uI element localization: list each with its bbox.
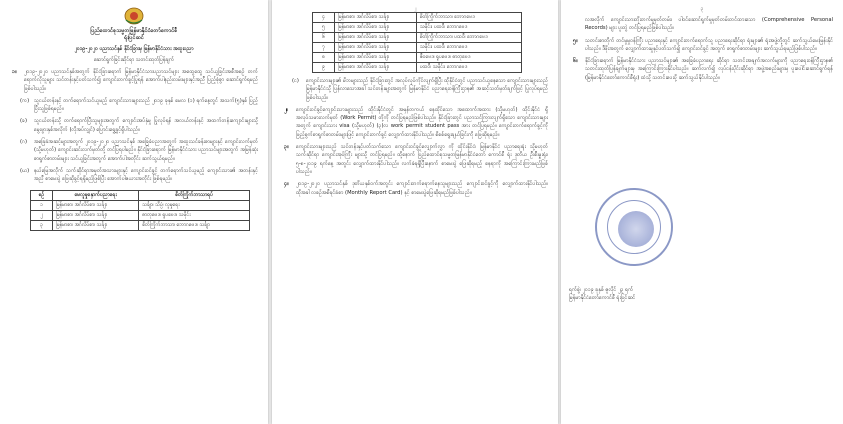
paragraph-text: ၂၀၁၉-၂၀၂၀ ပညာသင်နှစ် ဒုတိယနှစ်ဝက်အတွင်း ကျောင်းတက်ရောက်နေသူများသည် ကျောင်းဝင်ခွင့်ကို လျှောက်ထားနိုင်ပါသည်။ ထိုအခါ လစဉ်အစီရင်ခံစာ (Monthly Report Card) နှင့် စာမေးပွဲဖြေဆိုရမည်ဖြစ်ပါသည်။ [296, 181, 548, 196]
subjects-table-1 [30, 190, 250, 231]
paragraph-text: သူငယ်တန်းသို့ တက်ရောက်ပြီးသူများအတွက် ကျောင်းအပ်နှံမှု ပြုလုပ်ရန် အလယ်တန်းနှင့် အထက်တန်းကျောင်းများသို့ မွေးဖွားနှစ်အလိုက် (လိုအပ်လျှင်) ပြောင်းရွှေ့ခွင့်ရှိပါသည်။ [34, 118, 258, 133]
paragraph-number: (ဂ) [20, 139, 28, 146]
paragraph-4-continued: လအလိုက် ကျောင်းသားတိုးတက်မှုမှတ်တမ်း၊ ပါဝင်ဆောင်ရွက်မှုမှတ်တမ်းတင်ထားသော (Comprehensive Personal Records) များ ပူးတွဲ တင်ပြရမည်ဖြစ်ပါသည်။ [585, 17, 833, 32]
table-cell: ၆ [313, 33, 335, 43]
signature-block [569, 286, 719, 302]
table-cell: ဓာတုဗေဒ၊ ရူပဗေဒ၊ သမိုင်း [139, 210, 250, 220]
paragraph-1-gh [10, 167, 258, 184]
paragraph-5 [571, 37, 833, 54]
signature-office: မြန်မာနိုင်ငံတော်ကောင်စီ ရုံးပြင်ဆင် [569, 295, 636, 301]
table-cell: ဇီဝဗေဒ၊ ရူပဗေဒ၊ ဓာတုဗေဒ [416, 53, 521, 63]
document-subtitle-1: ၂၀၁၉-၂၀၂၀ ပညာသင်နှစ် နိုင်ငံခြားမှ မြန်မာနိုင်ငံသား အထူးပညာ [74, 46, 194, 52]
paragraph-text: နိုင်ငံခြားရောက် မြန်မာနိုင်ငံသား ပညာသင်များ၏ အခြေခံပညာရေး ဆိုင်ရာ သတင်းအချက်အလက်များကို ပညာရေးဝန်ကြီးဌာန၏ သတင်းထုတ်ပြန်ချက်များမှ အကြောင်းကြားနိုင်ပါသည်။ ဆက်လက်၍ လုပ်ငန်းပိုင်းဆိုင်ရာ အဖွဲ့အစည်းများမှ ပူးပေါင်းဆောင်ရွက်ရန် (မြန်မာနိုင်ငံတော်ကောင်စီရုံး) ထံသို့ သတင်းပေးပို့ ဆက်သွယ်နိုင်ပါသည်။ [585, 58, 833, 81]
table-cell: စိတ်ကြိုက်ဘာသာ၊ ပထဝီ၊ ဘောဂဗေဒ [416, 33, 521, 43]
table-row [313, 33, 522, 43]
paragraph-number: ၅။ [573, 37, 578, 44]
table-row [313, 43, 522, 53]
paragraph-4 [282, 180, 548, 197]
paragraph-number: (က) [20, 97, 30, 104]
table-header-cell: စိတ်ကြိုက်ဘာသာရပ် [139, 190, 250, 200]
paragraph-1-k [10, 97, 258, 114]
document-page-2 [272, 0, 558, 424]
table-cell: ၅ [313, 23, 335, 33]
paragraph-text: အခြေခံအဆင့်များအတွက် ၂၀၁၉-၂၀၂၀ ပညာသင်နှစ် အခြေခံပညာအတွက် အထူးသင်ခန်းစာများနှင့် ကျောင်းလက်မှတ် (သို့မဟုတ်) ကျောင်းဆင်းလက်မှတ်တို့ တင်ပြရပါမည်။ နိုင်ငံခြားရောက် မြန်မာနိုင်ငံသား ပညာသင်များအတွက် အမြန်ဆုံးစာရွက်စာတမ်းများ သင်ယူခြင်းအတွက် အောက်ပါအတိုင်း ဆက်သွယ်ရမည်။ [34, 139, 258, 162]
table-cell: မြန်မာစာ၊ အင်္ဂလိပ်စာ၊ သင်္ချာ [53, 200, 139, 210]
paragraph-text: သတင်းစာတိုက် တင်မှုမှုဝန်ကြီး ပညာရေးနှင့် ကျောင်းတက်ရောက်သူ ပညာရေးဆိုင်ရာ ရုံးများ၏ ရုံးအဖွဲ့တို့တွင် ဆက်သွယ်မေးမြန်းနိုင်ပါသည်။ ဒီဖိုးအတွက် လျှောက်ထားမှုနှင့်ပတ်သက်၍ ကျောင်းဝင်ခွင့် အတွက် စာရွက်စာတမ်းများ ဆက်သွယ်ရမည်ဖြစ်ပါသည်။ [585, 37, 833, 52]
state-seal-icon [123, 6, 145, 26]
table-cell: ၃ [31, 220, 53, 230]
table-cell: ၄ [313, 13, 335, 23]
paragraph-number: ၁။ [12, 69, 17, 75]
document-subtitle-2: ဆောင်ရွက်ခြင်းဆိုင်ရာ သတင်းထုတ်ပြန်ချက် [94, 57, 174, 63]
paragraph-1 [10, 68, 258, 93]
paragraph-text: ကျောင်းသားများ၏ မိဘများသည် နိုင်ငံခြားတွင် အလုပ်လုပ်ကိုင်လျက်ရှိပြီး ထိုနိုင်ငံတွင် ပညာသင်ယူနေသော ကျောင်းသားများသည် မြန်မာနိုင်ငံသို့ ပြန်လာသောအခါ သင်တန်းများအတွက် မြန်မာနိုင်ငံ ပညာရေးဝန်ကြီးဌာန၏ အဆင့်သတ်မှတ်ချက်ဖြင့် ပြုလုပ်ရမည်ဖြစ်ပါသည်။ [306, 78, 548, 101]
paragraph-text: ကျောင်းသားများသည် သင်တန်းနှင့်ပတ်သက်သော ကျောင်းဝင်ခွင့်လျှောက်လွှာ ကို ထိုင်းနိုင်ငံ၊ မြန်မာနိုင်ငံ ပညာရေးရုံး သို့မဟုတ် သက်ဆိုင်ရာ ကျောင်းအုပ်ကြီး များသို့ တင်ပြရမည်။ ထို့နောက် ပြည်ထောင်စုသမ္မတမြန်မာနိုင်ငံတော် ကောင်စီ ရုံး ဒုတိယ ဦးစီးမှူးရုံး၊ ၅-၈-၂၀၁၉ ရက်နေ့ အတွင်း လျှောက်ထားနိုင်ပါသည်။ လက်ခံရရှိပြီးနောက် စာမေးပွဲ ဖြေဆိုရမည့် နေရာကို အကြောင်းကြားမည်ဖြစ်ပါသည်။ [296, 144, 548, 175]
table-header-cell: မေလူမှုနှောက်ပညာရေး [53, 190, 139, 200]
table-row [31, 220, 250, 230]
paragraph-3 [282, 143, 548, 176]
table-row [313, 63, 522, 73]
paragraph-number: (ဃ) [20, 167, 30, 174]
official-stamp-icon [595, 188, 673, 266]
stamp-emblem [618, 211, 654, 247]
subjects-table-2 [312, 12, 522, 73]
paragraph-number: ၄။ [284, 181, 289, 188]
table-cell: မြန်မာစာ၊ အင်္ဂလိပ်စာ၊ သင်္ချာ [335, 13, 417, 23]
table-row [31, 200, 250, 210]
header-title: ပြည်ထောင်စုသမ္မတမြန်မာနိုင်ငံတော်ကောင်စီ [90, 28, 178, 34]
table-row [313, 13, 522, 23]
table-header-row [31, 190, 250, 200]
paragraph-1-g [10, 138, 258, 163]
paragraph-text: ၂၀၁၉-၂၀၂၀ ပညာသင်နှစ်အတွက် နိုင်ငံခြားရောက် မြန်မာနိုင်ငံသားပညာသင်များ အထွေထွေ သင်ယူခြင်းအစီအစဉ် တက်ရောက်လိုသူများ သင်တန်းနှင့်ပတ်သက်၍ ကျောင်းတက်ခွင့်ပြုရန် အောက်ပါနည်းလမ်းများနှင့်အညီ ပြည့်စုံစွာ ဆောင်ရွက်ရမည်ဖြစ်ပါသည်။ [24, 69, 258, 92]
table-cell: သမိုင်း၊ ပထဝီ၊ ဘောဂဗေဒ [416, 23, 521, 33]
header-office: ရုံးပြင်ဆင် [124, 35, 144, 41]
table-cell: မြန်မာစာ၊ အင်္ဂလိပ်စာ၊ သင်္ချာ [335, 53, 417, 63]
table-row [313, 23, 522, 33]
table-cell: ၈ [313, 53, 335, 63]
table-cell: မြန်မာစာ၊ အင်္ဂလိပ်စာ၊ သင်္ချာ [53, 210, 139, 220]
table-cell: မြန်မာစာ၊ အင်္ဂလိပ်စာ၊ သင်္ချာ [335, 23, 417, 33]
page-number: ၃ [700, 6, 704, 12]
table-row [313, 53, 522, 63]
table-cell: ၁ [31, 200, 53, 210]
table-cell: သမိုင်း၊ ပထဝီ၊ ဘောဂဗေဒ [416, 43, 521, 53]
table-cell: ၇ [313, 43, 335, 53]
paragraph-text: ကျောင်းဝင်ခွင့်ကျောင်းသားများသည် ထိုင်းနိုင်ငံတွင် အမှန်တကယ် နေထိုင်သော အထောက်အထား (သို့မဟုတ်) ထိုင်းနိုင်ငံ ရှိ အလုပ်သမားလက်မှတ် (Work Permit) တို့ကို တင်ပြရမည်ဖြစ်ပါသည်။ နိုင်ငံခြားတွင် ပညာသင်ကြားလျက်ရှိသော ကျောင်းသားများအတွက် ကျောင်းသား visa (သို့မဟုတ်) (၃)လ work permit student pass အား တင်ပြရမည်။ ကျောင်းတက်ရောက်ခွင့်ကို ဖြည့်စွက်စာရွက်စာတမ်းများဖြင့် ကျောင်းတက်ခွင့် လျှောက်ထားနိုင်ပါသည်။ စိစစ်ရွေးချယ်ခြင်းကို ဖြေဆိုရမည်။ [296, 106, 548, 138]
document-page-3 [561, 0, 843, 424]
paragraph-number: ၂။ [284, 106, 289, 113]
table-cell: စိတ်ကြိုက်ဘာသာ၊ ဘောဂဗေဒ၊ သင်္ချာ [139, 220, 250, 230]
signature-date: ရက်စွဲ၊ ၂၀၁၉ ခုနှစ် ဇူလိုင် ၂၃ ရက် [569, 287, 634, 293]
document-page-1 [0, 0, 268, 424]
paragraph-6 [571, 57, 833, 82]
paragraph-1-kh [10, 117, 258, 134]
table-header-cell: စဉ် [31, 190, 53, 200]
paragraph-number: (ခ) [20, 118, 27, 125]
table-cell: စိတ်ကြိုက်ဘာသာ၊ ဘောဂဗေဒ [416, 13, 521, 23]
paragraph-number: (င) [292, 78, 299, 84]
table-cell: ၉ [313, 63, 335, 73]
page-number: ၂ [413, 6, 417, 12]
paragraph-number: ၃။ [284, 144, 289, 151]
table-cell: သင်္ချာ၊ သိပ္ပံ၊ လူမှုရေး [139, 200, 250, 210]
table-cell: မြန်မာစာ၊ အင်္ဂလိပ်စာ၊ သင်္ချာ [53, 220, 139, 230]
table-row [31, 210, 250, 220]
table-cell: မြန်မာစာ၊ အင်္ဂလိပ်စာ၊ သင်္ချာ [335, 33, 417, 43]
paragraph-2 [282, 106, 548, 139]
paragraph-1-ng [282, 77, 548, 102]
paragraph-number: ၆။ [573, 58, 578, 65]
paragraph-text: နယ်မြေအလိုက် သက်ဆိုင်ရာအမှတ်အသားများနှင့် ကျောင်းဝင်ခွင့် တက်ရောက်သင်ယူမည့် ကျောင်းသား၏ အတန်းနှင့်အညီ စာမေးပွဲ ဖြေဆိုခွင့်ရရှိမည်ဖြစ်ပြီး အောက်ပါဇယားအတိုင်း ဖြစ်ရမည်။ [34, 167, 258, 183]
table-cell: မြန်မာစာ၊ အင်္ဂလိပ်စာ၊ သင်္ချာ [335, 43, 417, 53]
table-cell: ၂ [31, 210, 53, 220]
table-cell: ပထဝီ၊ သမိုင်း၊ ဘောဂဗေဒ [416, 63, 521, 73]
paragraph-text: သူငယ်တန်းနှင့် တက်ရောက်သင်ယူမည့် ကျောင်းသားများသည် ၂၀၁၉ ခုနှစ် မေလ (၁) ရက်နေ့တွင် အသက်(၅)နှစ် ပြည့်ပြီးသူဖြစ်ရမည်။ [34, 97, 258, 113]
table-cell: မြန်မာစာ၊ အင်္ဂလိပ်စာ၊ သင်္ချာ [335, 63, 417, 73]
